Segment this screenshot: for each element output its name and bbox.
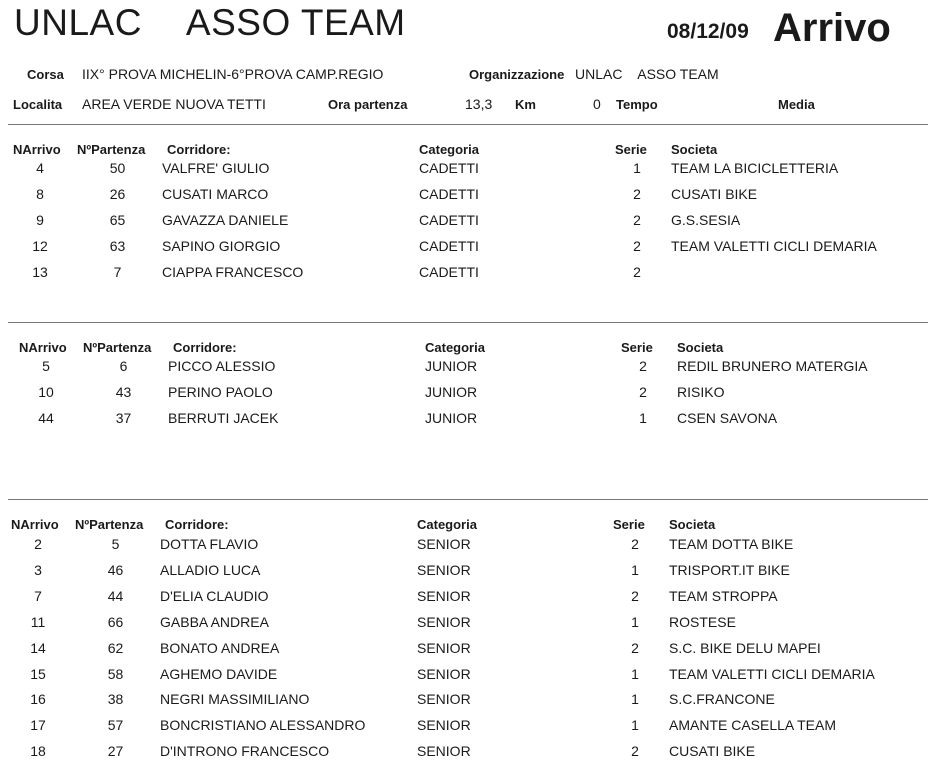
cell-categoria: JUNIOR xyxy=(425,358,478,374)
cell-serie: 1 xyxy=(631,691,639,707)
column-header-corridore: Corridore: xyxy=(167,142,231,157)
cell-categoria: SENIOR xyxy=(417,640,471,656)
cell-partenza: 6 xyxy=(119,358,128,374)
cell-corridore: D'INTRONO FRANCESCO xyxy=(160,743,330,759)
organizer-title xyxy=(14,2,406,44)
cell-categoria: SENIOR xyxy=(417,588,471,604)
cell-categoria: SENIOR xyxy=(417,536,471,552)
corsa-label: Corsa xyxy=(27,67,64,82)
cell-corridore: DOTTA FLAVIO xyxy=(160,536,259,552)
team-name: ASSO TEAM xyxy=(185,2,406,43)
cell-categoria: SENIOR xyxy=(417,717,471,733)
table-row xyxy=(0,614,945,640)
cell-societa: CUSATI BIKE xyxy=(669,743,756,759)
cell-categoria: SENIOR xyxy=(417,666,471,682)
cell-societa: TRISPORT.IT BIKE xyxy=(669,562,790,578)
cell-categoria: CADETTI xyxy=(419,186,479,202)
cell-arrivo: 2 xyxy=(34,536,42,552)
table-row xyxy=(0,743,945,769)
cell-corridore: CIAPPA FRANCESCO xyxy=(162,264,304,280)
cell-societa: S.C.FRANCONE xyxy=(669,691,775,707)
ora-partenza-value: 13,3 xyxy=(465,96,493,112)
cell-serie: 2 xyxy=(633,186,641,202)
section-divider xyxy=(8,124,928,125)
cell-categoria: SENIOR xyxy=(417,743,471,759)
column-header-categoria: Categoria xyxy=(419,142,479,157)
cell-corridore: VALFRE' GIULIO xyxy=(162,160,270,176)
cell-arrivo: 17 xyxy=(30,717,46,733)
cell-partenza: 66 xyxy=(107,614,124,630)
cell-corridore: PERINO PAOLO xyxy=(168,384,273,400)
localita-value: AREA VERDE NUOVA TETTI xyxy=(82,96,266,112)
cell-serie: 2 xyxy=(633,238,641,254)
cell-arrivo: 5 xyxy=(42,358,50,374)
table-row xyxy=(0,640,945,666)
cell-arrivo: 12 xyxy=(32,238,48,254)
cell-corridore: GABBA ANDREA xyxy=(160,614,269,630)
table-row xyxy=(0,264,945,290)
section-divider xyxy=(8,322,928,323)
cell-serie: 2 xyxy=(639,358,647,374)
cell-partenza: 58 xyxy=(107,666,124,682)
table-row xyxy=(0,717,945,743)
cell-categoria: CADETTI xyxy=(419,264,479,280)
cell-serie: 2 xyxy=(639,384,647,400)
column-header-societa: Societa xyxy=(669,517,716,532)
cell-serie: 2 xyxy=(631,640,639,656)
column-header-corridore: Corridore: xyxy=(165,517,229,532)
cell-societa: REDIL BRUNERO MATERGIA xyxy=(677,358,868,374)
cell-arrivo: 18 xyxy=(30,743,46,759)
cell-serie: 1 xyxy=(633,160,641,176)
cell-corridore: D'ELIA CLAUDIO xyxy=(160,588,269,604)
cell-societa: TEAM VALETTI CICLI DEMARIA xyxy=(669,666,875,682)
column-header-societa: Societa xyxy=(677,340,724,355)
cell-categoria: SENIOR xyxy=(417,562,471,578)
cell-corridore: BONCRISTIANO ALESSANDRO xyxy=(160,717,366,733)
cell-partenza: 27 xyxy=(107,743,124,759)
cell-partenza: 26 xyxy=(109,186,126,202)
column-header-partenza: NºPartenza xyxy=(75,517,144,532)
cell-arrivo: 10 xyxy=(38,384,54,400)
cell-partenza: 37 xyxy=(115,410,132,426)
table-row xyxy=(0,562,945,588)
cell-societa: TEAM LA BICICLETTERIA xyxy=(671,160,839,176)
organizzazione-value: UNLAC ASSO TEAM xyxy=(575,66,719,82)
table-row xyxy=(0,238,945,264)
table-row xyxy=(0,160,945,186)
cell-corridore: BONATO ANDREA xyxy=(160,640,280,656)
table-row xyxy=(0,358,945,384)
column-header-arrivo: NArrivo xyxy=(19,340,67,355)
cell-corridore: SAPINO GIORGIO xyxy=(162,238,281,254)
cell-arrivo: 8 xyxy=(36,186,44,202)
table-row xyxy=(0,186,945,212)
cell-arrivo: 14 xyxy=(30,640,46,656)
cell-arrivo: 9 xyxy=(36,212,44,228)
cell-partenza: 46 xyxy=(107,562,124,578)
cell-categoria: CADETTI xyxy=(419,160,479,176)
cell-corridore: GAVAZZA DANIELE xyxy=(162,212,289,228)
column-header-partenza: NºPartenza xyxy=(83,340,152,355)
cell-corridore: NEGRI MASSIMILIANO xyxy=(160,691,310,707)
cell-partenza: 65 xyxy=(109,212,126,228)
cell-serie: 2 xyxy=(631,536,639,552)
cell-societa: G.S.SESIA xyxy=(671,212,741,228)
table-row xyxy=(0,691,945,717)
cell-societa: TEAM STROPPA xyxy=(669,588,778,604)
table-row xyxy=(0,588,945,614)
cell-societa: ROSTESE xyxy=(669,614,736,630)
cell-societa: TEAM DOTTA BIKE xyxy=(669,536,794,552)
cell-societa: CSEN SAVONA xyxy=(677,410,778,426)
corsa-value: IIX° PROVA MICHELIN-6°PROVA CAMP.REGIO xyxy=(82,66,384,82)
cell-serie: 2 xyxy=(631,743,639,759)
cell-societa: TEAM VALETTI CICLI DEMARIA xyxy=(671,238,877,254)
cell-partenza: 62 xyxy=(107,640,124,656)
cell-partenza: 50 xyxy=(109,160,126,176)
cell-arrivo: 3 xyxy=(34,562,42,578)
cell-corridore: BERRUTI JACEK xyxy=(168,410,279,426)
cell-categoria: SENIOR xyxy=(417,614,471,630)
cell-partenza: 63 xyxy=(109,238,126,254)
cell-societa: CUSATI BIKE xyxy=(671,186,758,202)
cell-arrivo: 44 xyxy=(38,410,54,426)
table-row xyxy=(0,410,945,436)
cell-corridore: CUSATI MARCO xyxy=(162,186,269,202)
organizzazione-label: Organizzazione xyxy=(469,67,565,82)
media-label: Media xyxy=(778,97,815,112)
organizer-name: UNLAC xyxy=(14,2,142,43)
ora-partenza-label: Ora partenza xyxy=(328,97,408,112)
cell-arrivo: 7 xyxy=(34,588,42,604)
cell-partenza: 57 xyxy=(107,717,124,733)
cell-serie: 1 xyxy=(639,410,647,426)
cell-partenza: 43 xyxy=(115,384,132,400)
column-header-arrivo: NArrivo xyxy=(11,517,59,532)
table-row xyxy=(0,212,945,238)
cell-serie: 1 xyxy=(631,666,639,682)
cell-partenza: 5 xyxy=(111,536,120,552)
table-row xyxy=(0,666,945,692)
cell-serie: 2 xyxy=(633,264,641,280)
column-header-categoria: Categoria xyxy=(417,517,477,532)
cell-serie: 2 xyxy=(631,588,639,604)
cell-corridore: PICCO ALESSIO xyxy=(168,358,276,374)
cell-corridore: AGHEMO DAVIDE xyxy=(160,666,278,682)
column-header-partenza: NºPartenza xyxy=(77,142,146,157)
column-header-serie: Serie xyxy=(613,517,645,532)
cell-categoria: CADETTI xyxy=(419,212,479,228)
cell-categoria: CADETTI xyxy=(419,238,479,254)
cell-categoria: JUNIOR xyxy=(425,384,478,400)
column-header-serie: Serie xyxy=(621,340,653,355)
cell-arrivo: 13 xyxy=(32,264,48,280)
cell-partenza: 44 xyxy=(107,588,124,604)
column-header-corridore: Corridore: xyxy=(173,340,237,355)
column-header-serie: Serie xyxy=(615,142,647,157)
localita-label: Localita xyxy=(13,97,63,112)
cell-societa: S.C. BIKE DELU MAPEI xyxy=(669,640,821,656)
cell-serie: 2 xyxy=(633,212,641,228)
cell-serie: 1 xyxy=(631,717,639,733)
section-divider xyxy=(8,499,928,500)
cell-serie: 1 xyxy=(631,562,639,578)
cell-categoria: SENIOR xyxy=(417,691,471,707)
km-label: Km xyxy=(515,97,536,112)
cell-partenza: 7 xyxy=(113,264,122,280)
cell-societa: AMANTE CASELLA TEAM xyxy=(669,717,837,733)
cell-partenza: 38 xyxy=(107,691,124,707)
cell-arrivo: 15 xyxy=(30,666,46,682)
km-value: 0 xyxy=(593,96,601,112)
column-header-societa: Societa xyxy=(671,142,718,157)
cell-arrivo: 4 xyxy=(36,160,44,176)
tempo-label: Tempo xyxy=(616,97,658,112)
cell-serie: 1 xyxy=(631,614,639,630)
cell-categoria: JUNIOR xyxy=(425,410,478,426)
column-header-categoria: Categoria xyxy=(425,340,485,355)
cell-corridore: ALLADIO LUCA xyxy=(160,562,261,578)
cell-societa: RISIKO xyxy=(677,384,725,400)
column-header-arrivo: NArrivo xyxy=(13,142,61,157)
table-row xyxy=(0,536,945,562)
page-title: Arrivo xyxy=(773,6,891,50)
race-date: 08/12/09 xyxy=(667,20,749,43)
cell-arrivo: 11 xyxy=(30,614,46,630)
table-row xyxy=(0,384,945,410)
cell-arrivo: 16 xyxy=(30,691,46,707)
